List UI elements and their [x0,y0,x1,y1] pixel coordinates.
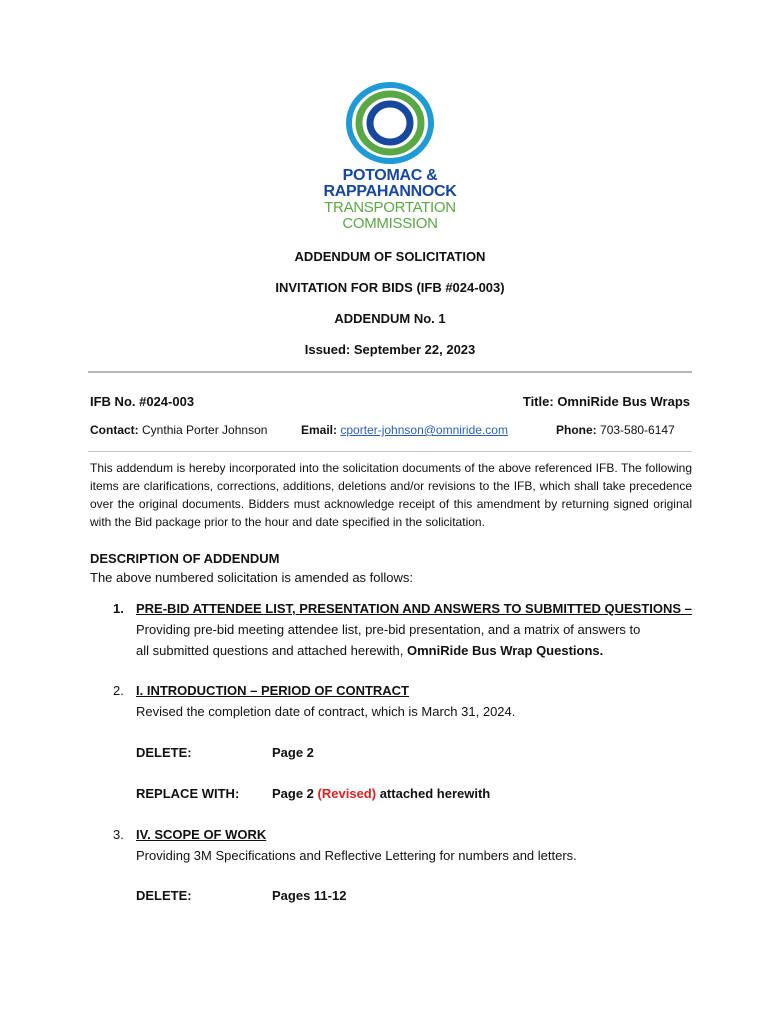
info-divider [88,451,692,452]
item-3-delete-value: Pages 11-12 [272,888,347,903]
phone-field [556,423,675,437]
organization-logo [300,80,480,232]
logo-line-1: POTOMAC & [342,167,438,184]
description-heading: DESCRIPTION OF ADDENDUM [90,551,280,566]
replace-suffix: attached herewith [379,786,491,801]
logo-rings-icon [345,80,435,164]
description-subheading: The above numbered solicitation is amended as follows: [90,570,414,585]
intro-paragraph: This addendum is hereby incorporated into the solicitation documents of the above referenced IFB. The following items are clarifications, corrections, additions, deletions and/or revisions to the IFB, which shall take precedence over the original documents. Bidders must acknowledge receipt of this amendment by returning signed original with the Bid package prior to the hour and date specified in the solicitation. [90,461,692,529]
contact-label: Contact: [90,423,139,437]
phone-label: Phone: [556,423,597,437]
item-1-number: 1. [113,601,124,616]
item-1-body-text: all submitted questions and attached herewith, [136,643,404,658]
item-3-delete-label: DELETE: [136,888,192,903]
issued-date: Issued: September 22, 2023 [304,342,476,357]
item-3-body: Providing 3M Specifications and Reflective Lettering for numbers and letters. [136,848,577,863]
logo-line-3: TRANSPORTATION [324,199,456,216]
item-2-number: 2. [113,683,124,698]
document-title: ADDENDUM OF SOLICITATION [294,249,486,264]
invitation-line: INVITATION FOR BIDS (IFB #024-003) [275,280,505,295]
email-link[interactable]: cporter-johnson@omniride.com [340,423,508,437]
item-1-attachment-name: OmniRide Bus Wrap Questions. [407,643,604,658]
item-2-body: Revised the completion date of contract, which is March 31, 2024. [136,704,516,719]
phone-value: 703-580-6147 [600,423,675,437]
item-1-body-line-1: Providing pre-bid meeting attendee list, pre-bid presentation, and a matrix of answers to [136,622,641,637]
header-divider [88,371,692,373]
item-2-heading: I. INTRODUCTION – PERIOD OF CONTRACT [136,683,409,698]
logo-line-4: COMMISSION [342,215,438,232]
item-2-replace-label: REPLACE WITH: [136,786,240,801]
item-2-delete-label: DELETE: [136,745,192,760]
item-2-replace-value [272,786,490,801]
addendum-number: ADDENDUM No. 1 [334,311,446,326]
title-value: OmniRide Bus Wraps [557,394,690,409]
solicitation-title [523,394,690,409]
item-3-heading: IV. SCOPE OF WORK [136,827,267,842]
item-2-delete-value: Page 2 [272,745,314,760]
contact-value: Cynthia Porter Johnson [142,423,268,437]
ifb-number: IFB No. #024-003 [90,394,195,409]
item-3-number: 3. [113,827,124,842]
logo-line-2: RAPPAHANNOCK [323,183,457,200]
replace-page: Page 2 [272,786,314,801]
item-1-heading: PRE-BID ATTENDEE LIST, PRESENTATION AND ANSWERS TO SUBMITTED QUESTIONS – [136,601,692,616]
item-1-body-line-2 [136,640,603,661]
revised-tag: (Revised) [317,786,377,801]
email-field [301,423,508,437]
contact-field [90,423,267,437]
title-label: Title: [522,394,554,409]
email-label: Email: [301,423,338,437]
